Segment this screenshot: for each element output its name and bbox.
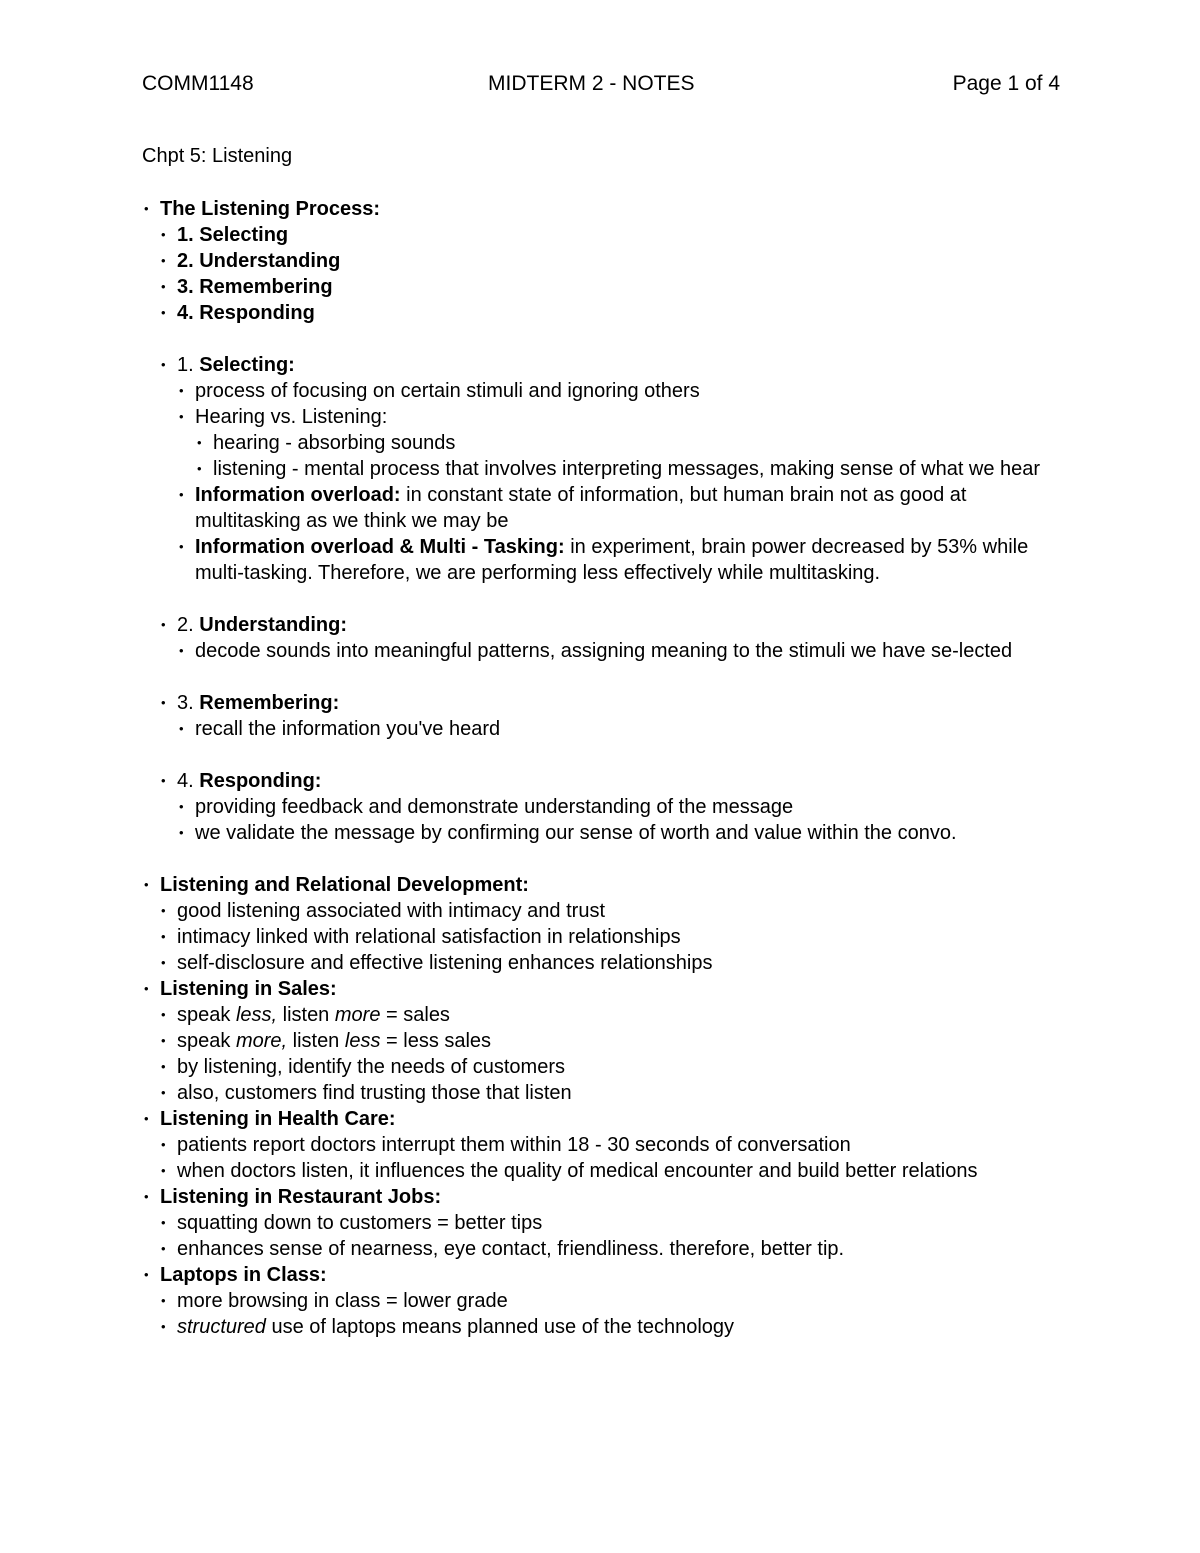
list-item: • 1. Selecting xyxy=(160,222,1072,248)
selecting-item: • 1. Selecting: • process of focusing on certain stimuli and ignoring others • Hearing vs. Listening: • hearing - absorbing sounds • listening - mental process that involves interpreting messages, making sense of what we hear • Information overload: in constant state of information, but human brain not as good at multitasking as we think we may be • Information overload & Multi - Tasking: in experiment, brain power decreased by 53% while multi-tasking. Therefore, we are performing less effectively while multitasking. xyxy=(160,352,1072,612)
list-item: • structured use of laptops means planned use of the technology xyxy=(160,1314,1072,1340)
list-item: • by listening, identify the needs of customers xyxy=(160,1054,1072,1080)
remembering-label: Remembering: xyxy=(199,692,340,714)
list-item: • providing feedback and demonstrate understanding of the message xyxy=(177,794,1072,820)
restaurant-section xyxy=(142,1184,1072,1262)
list-item: • listening - mental process that involves interpreting messages, making sense of what we hear xyxy=(195,456,1072,482)
outline xyxy=(142,196,1072,1340)
responding-item: • 4. Responding: • providing feedback and demonstrate understanding of the message • we validate the message by confirming our sense of worth and value within the convo. xyxy=(160,768,1072,872)
notes-body xyxy=(142,196,1072,1340)
list-item: • 3. Remembering xyxy=(160,274,1072,300)
section-heading: Listening in Restaurant Jobs: xyxy=(160,1186,442,1208)
process-details xyxy=(160,352,1072,872)
list-item: • enhances sense of nearness, eye contact, friendliness. therefore, better tip. xyxy=(160,1236,1072,1262)
section-heading: The Listening Process: xyxy=(160,198,381,220)
list-item: • we validate the message by confirming our sense of worth and value within the convo. xyxy=(177,820,1072,846)
list-item: • Information overload: in constant state of information, but human brain not as good at multitasking as we think we may be xyxy=(177,482,1072,534)
selecting-label: Selecting: xyxy=(199,354,295,376)
understanding-item: • 2. Understanding: • decode sounds into meaningful patterns, assigning meaning to the stimuli we have se-lected xyxy=(160,612,1072,690)
sales-section xyxy=(142,976,1072,1106)
health-section xyxy=(142,1106,1072,1184)
list-item: • Information overload & Multi - Tasking: in experiment, brain power decreased by 53% while multi-tasking. Therefore, we are performing less effectively while multitasking. xyxy=(177,534,1072,586)
list-item: • process of focusing on certain stimuli and ignoring others xyxy=(177,378,1072,404)
listening-process-section xyxy=(142,196,1072,872)
understanding-label: Understanding: xyxy=(199,614,348,636)
list-item: • decode sounds into meaningful patterns, assigning meaning to the stimuli we have se-lected xyxy=(177,638,1072,664)
section-heading: Listening and Relational Development: xyxy=(160,874,529,896)
page-header xyxy=(142,72,1060,104)
list-item: • Hearing vs. Listening: • hearing - absorbing sounds • listening - mental process that involves interpreting messages, making sense of what we hear xyxy=(177,404,1072,482)
list-item: • 4. Responding xyxy=(160,300,1072,326)
process-steps xyxy=(160,222,1072,326)
section-heading: Laptops in Class: xyxy=(160,1264,327,1286)
list-item: • speak less, listen more = sales xyxy=(160,1002,1072,1028)
course-code: COMM1148 xyxy=(142,72,254,95)
laptops-section xyxy=(142,1262,1072,1340)
remembering-item: • 3. Remembering: • recall the information you've heard xyxy=(160,690,1072,768)
section-heading: Listening in Sales: xyxy=(160,978,337,1000)
list-item: • when doctors listen, it influences the quality of medical encounter and build better relations xyxy=(160,1158,1072,1184)
list-item: • 2. Understanding xyxy=(160,248,1072,274)
list-item: • recall the information you've heard xyxy=(177,716,1072,742)
list-item: • patients report doctors interrupt them within 18 - 30 seconds of conversation xyxy=(160,1132,1072,1158)
list-item: • more browsing in class = lower grade xyxy=(160,1288,1072,1314)
list-item: • also, customers find trusting those that listen xyxy=(160,1080,1072,1106)
list-item: • squatting down to customers = better tips xyxy=(160,1210,1072,1236)
responding-label: Responding: xyxy=(199,770,322,792)
list-item: • self-disclosure and effective listening enhances relationships xyxy=(160,950,1072,976)
list-item: • speak more, listen less = less sales xyxy=(160,1028,1072,1054)
list-item: • good listening associated with intimacy and trust xyxy=(160,898,1072,924)
page-number: Page 1 of 4 xyxy=(952,72,1060,95)
section-heading: Listening in Health Care: xyxy=(160,1108,396,1130)
document-title: MIDTERM 2 - NOTES xyxy=(488,72,695,95)
list-item: • hearing - absorbing sounds xyxy=(195,430,1072,456)
relational-section xyxy=(142,872,1072,976)
list-item: • intimacy linked with relational satisfaction in relationships xyxy=(160,924,1072,950)
chapter-title: Chpt 5: Listening xyxy=(142,145,293,167)
